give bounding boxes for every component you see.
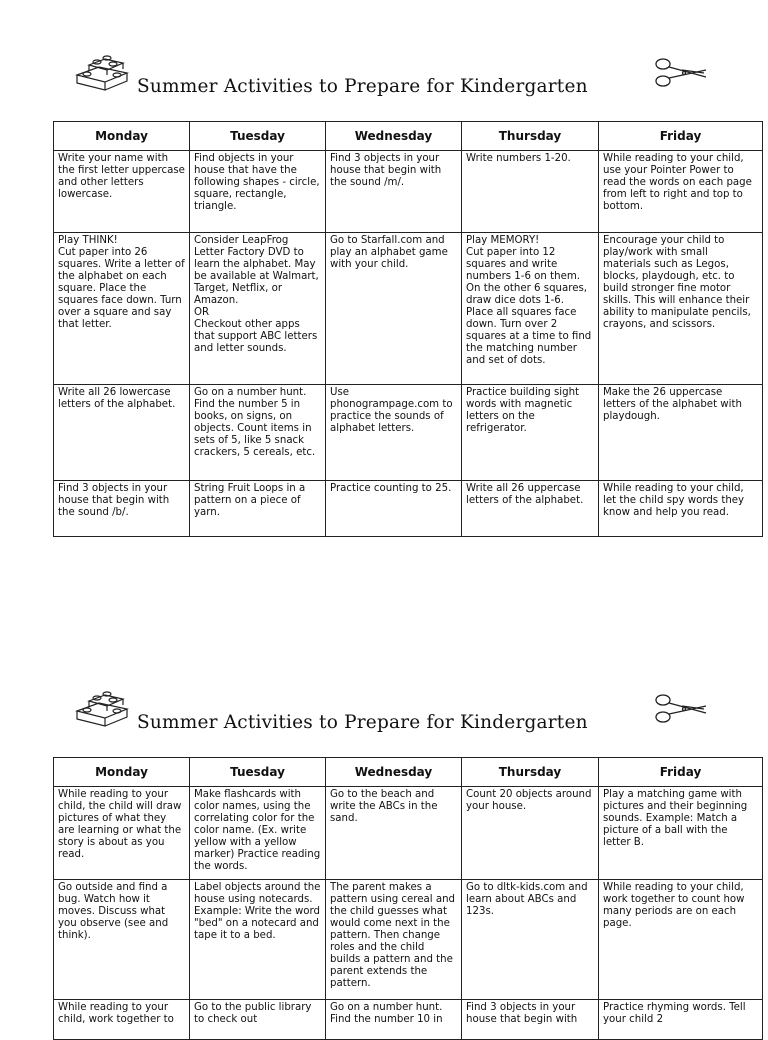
activity-cell: Go to the beach and write the ABCs in the sand.	[326, 787, 462, 880]
activity-cell[interactable]: Go to dltk-kids.com and learn about ABCs and 123s.	[462, 880, 599, 1000]
activity-cell: Go outside and find a bug. Watch how it moves. Discuss what you observe (see and think).	[54, 880, 190, 1000]
activity-cell: Encourage your child to play/work with small materials such as Legos, blocks, playdough, etc. to build stronger fine motor skills. This will enhance their ability to manipulate pencils, crayons, and scissors.	[599, 233, 763, 385]
activity-cell: Play a matching game with pictures and their beginning sounds. Example: Match a picture of a ball with the letter B.	[599, 787, 763, 880]
activity-cell: Go on a number hunt. Find the number 5 in books, on signs, on objects. Count items in sets of 5, like 5 snack crackers, 5 cereals, etc.	[190, 385, 326, 481]
activities-table	[53, 121, 763, 537]
table-row	[54, 880, 763, 1000]
activity-cell: Practice rhyming words. Tell your child 2	[599, 1000, 763, 1040]
activity-cell: Practice counting to 25.	[326, 481, 462, 537]
activity-cell: Write numbers 1-20.	[462, 151, 599, 233]
activity-cell: Go to the public library to check out	[190, 1000, 326, 1040]
activity-cell: Consider LeapFrog Letter Factory DVD to learn the alphabet. May be available at Walmart, Target, Netflix, or Amazon. OR Checkout other apps that support ABC letters and letter sounds.	[190, 233, 326, 385]
activity-cell: The parent makes a pattern using cereal and the child guesses what would come next in the pattern. Then change roles and the child builds a pattern and the parent extends the pattern.	[326, 880, 462, 1000]
table-row	[54, 385, 763, 481]
day-header-thursday: Thursday	[462, 122, 599, 151]
activities-table	[53, 757, 763, 1040]
activity-cell: While reading to your child, the child will draw pictures of what they are learning or what the story is about as you read.	[54, 787, 190, 880]
page-title: Summer Activities to Prepare for Kindergarten	[137, 712, 588, 733]
scissors-icon	[654, 691, 708, 727]
activity-cell: Find 3 objects in your house that begin with the sound /m/.	[326, 151, 462, 233]
activity-cell: Label objects around the house using notecards. Example: Write the word "bed" on a notecard and tape it to a bed.	[190, 880, 326, 1000]
day-header-friday: Friday	[599, 122, 763, 151]
activity-cell: While reading to your child, let the child spy words they know and help you read.	[599, 481, 763, 537]
table-row	[54, 787, 763, 880]
day-header-friday: Friday	[599, 758, 763, 787]
activity-cell: Go on a number hunt. Find the number 10 in	[326, 1000, 462, 1040]
activity-cell: Make the 26 uppercase letters of the alphabet with playdough.	[599, 385, 763, 481]
table-row	[54, 1000, 763, 1040]
activity-cell: Go to Starfall.com and play an alphabet game with your child.	[326, 233, 462, 385]
activity-cell: Find objects in your house that have the following shapes - circle, square, rectangle, triangle.	[190, 151, 326, 233]
table-row	[54, 233, 763, 385]
activity-cell: Write your name with the first letter uppercase and other letters lowercase.	[54, 151, 190, 233]
scissors-icon	[654, 55, 708, 91]
activity-cell: Play MEMORY! Cut paper into 12 squares and write numbers 1-6 on them. On the other 6 squares, draw dice dots 1-6. Place all squares face down. Turn over 2 squares at a time to find the matching number and set of dots.	[462, 233, 599, 385]
table-row	[54, 151, 763, 233]
day-header-tuesday: Tuesday	[190, 758, 326, 787]
activity-cell: Write all 26 lowercase letters of the alphabet.	[54, 385, 190, 481]
activity-cell: Make flashcards with color names, using the correlating color for the color name. (Ex. write yellow with a yellow marker) Practice reading the words.	[190, 787, 326, 880]
activity-cell: Count 20 objects around your house.	[462, 787, 599, 880]
activity-cell: While reading to your child, work together to count how many periods are on each page.	[599, 880, 763, 1000]
activity-cell: Write all 26 uppercase letters of the alphabet.	[462, 481, 599, 537]
day-header-monday: Monday	[54, 758, 190, 787]
table-row	[54, 481, 763, 537]
day-header-monday: Monday	[54, 122, 190, 151]
day-header-tuesday: Tuesday	[190, 122, 326, 151]
day-header-wednesday: Wednesday	[326, 122, 462, 151]
activity-cell: While reading to your child, work together to	[54, 1000, 190, 1040]
day-header-wednesday: Wednesday	[326, 758, 462, 787]
day-header-thursday: Thursday	[462, 758, 599, 787]
activity-cell[interactable]: Use phonogrampage.com to practice the sounds of alphabet letters.	[326, 385, 462, 481]
activity-cell: Find 3 objects in your house that begin with	[462, 1000, 599, 1040]
page-title: Summer Activities to Prepare for Kindergarten	[137, 76, 588, 97]
lego-bricks-icon	[75, 689, 129, 727]
activity-cell: Find 3 objects in your house that begin with the sound /b/.	[54, 481, 190, 537]
activity-cell: Play THINK! Cut paper into 26 squares. Write a letter of the alphabet on each square. Place the squares face down. Turn over a square and say that letter.	[54, 233, 190, 385]
table-header-row	[54, 122, 763, 151]
page-heading	[0, 636, 768, 733]
page-heading	[0, 0, 768, 97]
activity-cell: String Fruit Loops in a pattern on a piece of yarn.	[190, 481, 326, 537]
lego-bricks-icon	[75, 53, 129, 91]
activity-cell: While reading to your child, use your Pointer Power to read the words on each page from left to right and top to bottom.	[599, 151, 763, 233]
activity-cell: Practice building sight words with magnetic letters on the refrigerator.	[462, 385, 599, 481]
table-header-row	[54, 758, 763, 787]
